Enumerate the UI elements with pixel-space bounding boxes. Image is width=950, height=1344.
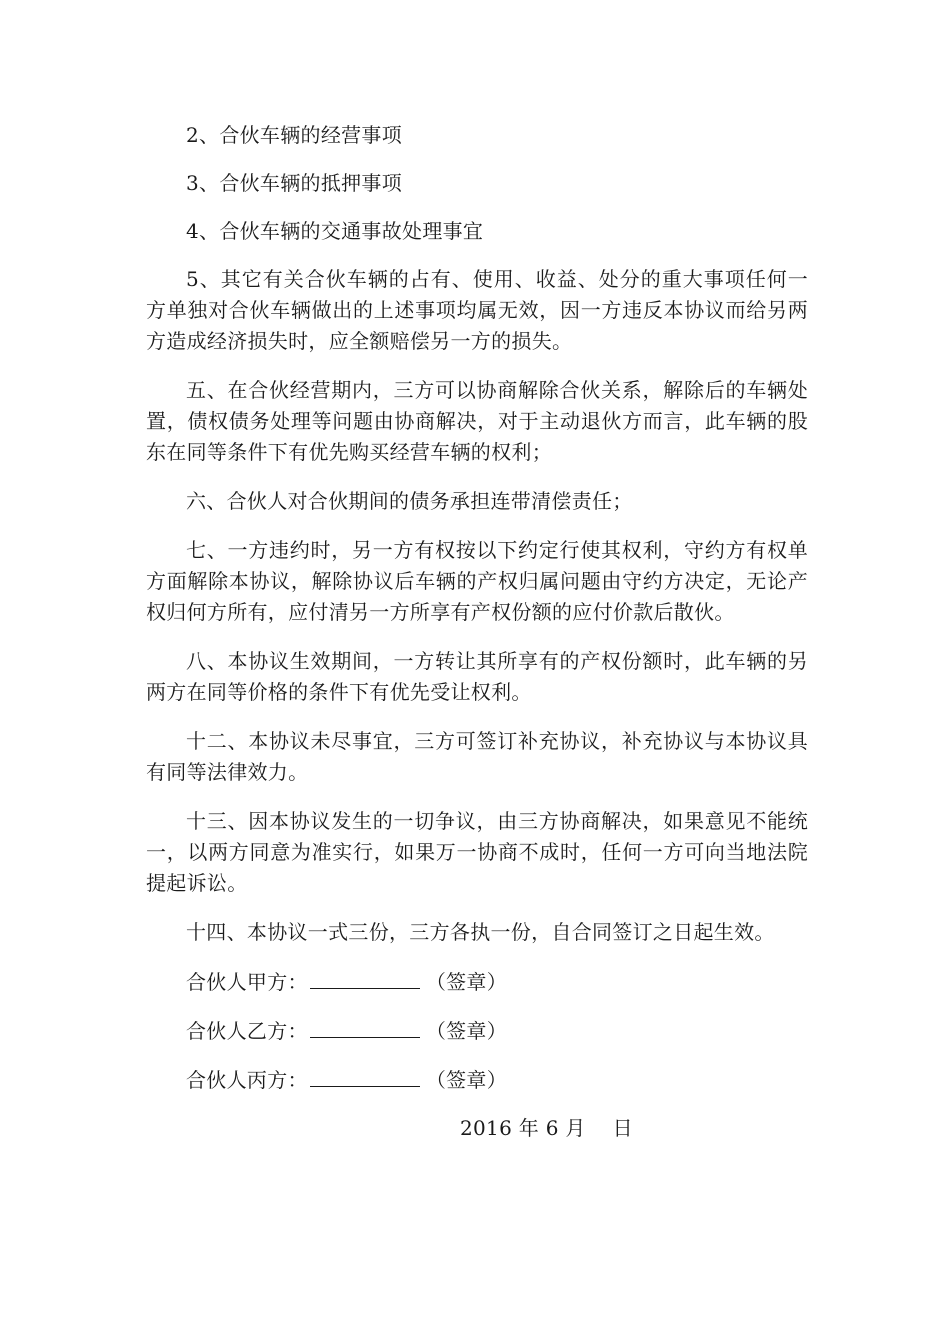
signature-note: （签章） [425, 970, 508, 994]
signing-date: 2016 年 6 月 日 [460, 1116, 633, 1140]
clause-eight: 八、本协议生效期间，一方转让其所享有的产权份额时，此车辆的另两方在同等价格的条件下有优先受让权利。 [146, 649, 808, 704]
clause-five: 五、在合伙经营期内，三方可以协商解除合伙关系，解除后的车辆处置，债权债务处理等问题由协商解决，对于主动退伙方而言，此车辆的股东在同等条件下有优先购买经营车辆的权利； [146, 378, 808, 464]
signature-note: （签章） [425, 1068, 508, 1092]
clause-fourteen: 十四、本协议一式三份，三方各执一份，自合同签订之日起生效。 [186, 920, 775, 944]
clause-item-2: 2、合伙车辆的经营事项 [186, 123, 403, 147]
signature-party-b [146, 1015, 808, 1047]
clause-thirteen: 十三、因本协议发生的一切争议，由三方协商解决，如果意见不能统一，以两方同意为准实行，如果万一协商不成时，任何一方可向当地法院提起诉讼。 [146, 809, 808, 895]
signature-blank [310, 1015, 420, 1038]
signature-label: 合伙人甲方： [186, 970, 308, 994]
signature-party-a [146, 966, 808, 998]
signature-blank [310, 1064, 420, 1087]
signature-blank [310, 966, 420, 989]
signature-label: 合伙人丙方： [186, 1068, 308, 1092]
clause-item-5: 5、其它有关合伙车辆的占有、使用、收益、处分的重大事项任何一方单独对合伙车辆做出的上述事项均属无效，因一方违反本协议而给另两方造成经济损失时，应全额赔偿另一方的损失。 [146, 267, 808, 353]
clause-seven: 七、一方违约时，另一方有权按以下约定行使其权利，守约方有权单方面解除本协议，解除协议后车辆的产权归属问题由守约方决定，无论产权归何方所有，应付清另一方所享有产权份额的应付价款后散伙。 [146, 538, 808, 624]
signature-label: 合伙人乙方： [186, 1019, 308, 1043]
signature-note: （签章） [425, 1019, 508, 1043]
signature-party-c [146, 1064, 808, 1096]
clause-item-4: 4、合伙车辆的交通事故处理事宜 [186, 219, 484, 243]
clause-six: 六、合伙人对合伙期间的债务承担连带清偿责任； [186, 489, 633, 513]
clause-twelve: 十二、本协议未尽事宜，三方可签订补充协议，补充协议与本协议具有同等法律效力。 [146, 729, 808, 784]
clause-item-3: 3、合伙车辆的抵押事项 [186, 171, 403, 195]
document-body [146, 120, 808, 1144]
